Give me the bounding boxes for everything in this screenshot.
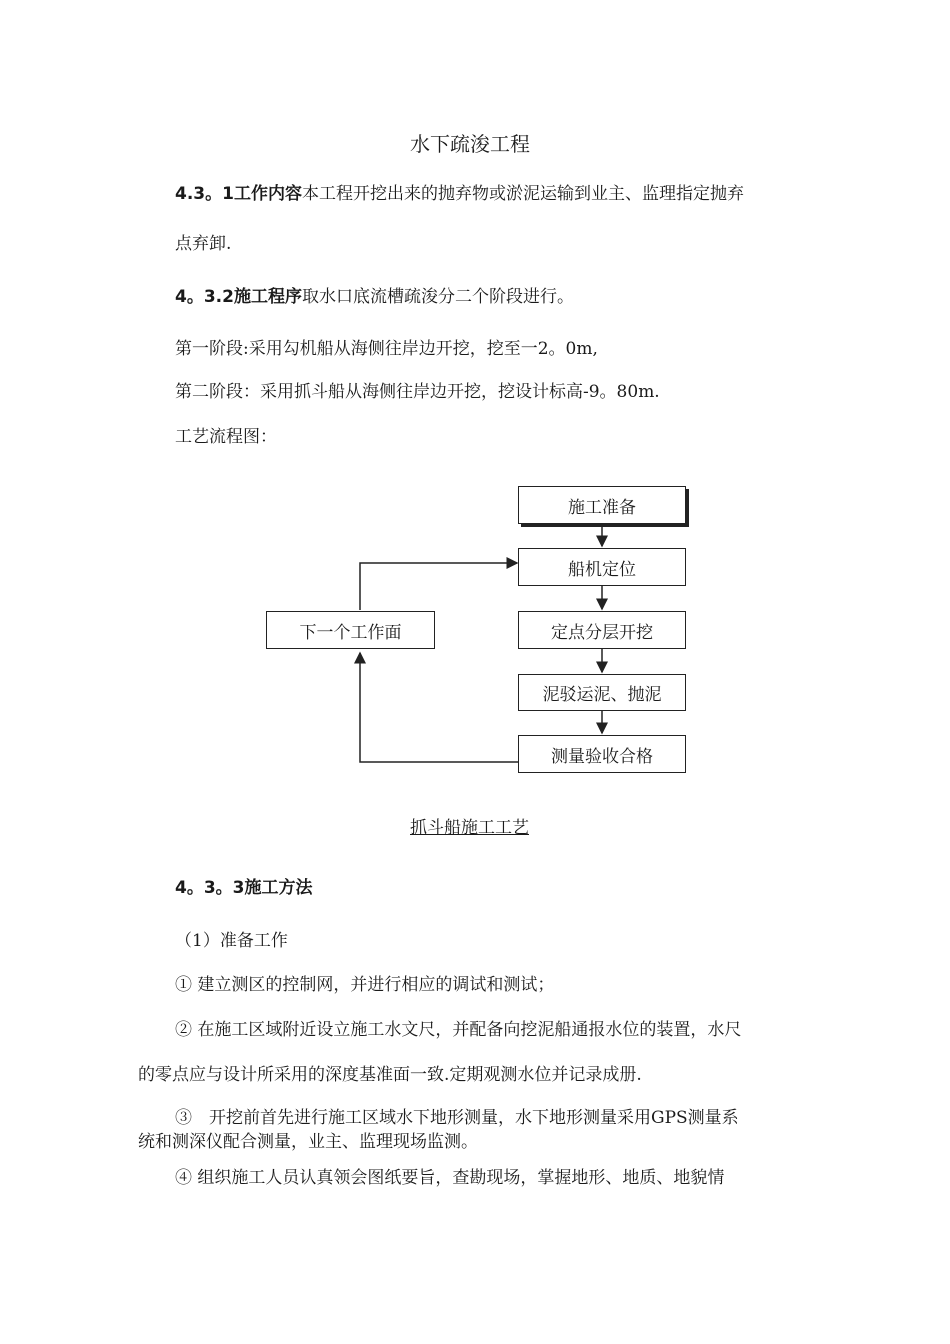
item-one: ① 建立测区的控制网，并进行相应的调试和测试； xyxy=(175,975,555,995)
flow-step-position: 船机定位 xyxy=(518,548,686,586)
subsection-prep: （1）准备工作 xyxy=(175,931,288,951)
section-text: 本工程开挖出来的抛弃物或淤泥运输到业主、监理指定抛弃 xyxy=(301,184,744,204)
item-three: ③ 开挖前首先进行施工区域水下地形测量，水下地形测量采用GPS测量系 xyxy=(175,1108,739,1128)
flow-step-prepare: 施工准备 xyxy=(518,486,686,524)
item-two: ② 在施工区域附近设立施工水文尺，并配备向挖泥船通报水位的装置，水尺 xyxy=(175,1020,742,1040)
page-title: 水下疏浚工程 xyxy=(410,132,530,156)
section-heading: 4.3。1工作内容 xyxy=(175,184,302,204)
arrow-return xyxy=(360,653,519,762)
section-4-3-3-heading: 4。3。3施工方法 xyxy=(175,878,313,898)
item-two-continued: 的零点应与设计所采用的深度基准面一致.定期观测水位并记录成册. xyxy=(138,1065,642,1085)
section-heading: 4。3.2施工程序 xyxy=(175,287,302,307)
section-text-continued: 点弃卸. xyxy=(175,234,232,254)
item-three-continued: 统和测深仪配合测量，业主、监理现场监测。 xyxy=(138,1132,478,1152)
stage-two: 第二阶段：采用抓斗船从海侧往岸边开挖，挖设计标高-9。80m. xyxy=(175,382,660,402)
arrow-loop xyxy=(360,563,517,610)
flow-step-excavate: 定点分层开挖 xyxy=(518,611,686,649)
item-four: ④ 组织施工人员认真领会图纸要旨，查勘现场，掌握地形、地质、地貌情 xyxy=(175,1168,725,1188)
flow-label: 工艺流程图： xyxy=(175,427,277,447)
flowchart-caption: 抓斗船施工工艺 xyxy=(410,818,529,838)
flow-step-next-face: 下一个工作面 xyxy=(266,611,435,649)
flow-step-transport: 泥驳运泥、抛泥 xyxy=(518,674,686,711)
section-text: 取水口底流槽疏浚分二个阶段进行。 xyxy=(301,287,574,307)
flow-step-inspect: 测量验收合格 xyxy=(518,735,686,773)
stage-one: 第一阶段:采用勾机船从海侧往岸边开挖，挖至一2。0m, xyxy=(175,339,598,359)
